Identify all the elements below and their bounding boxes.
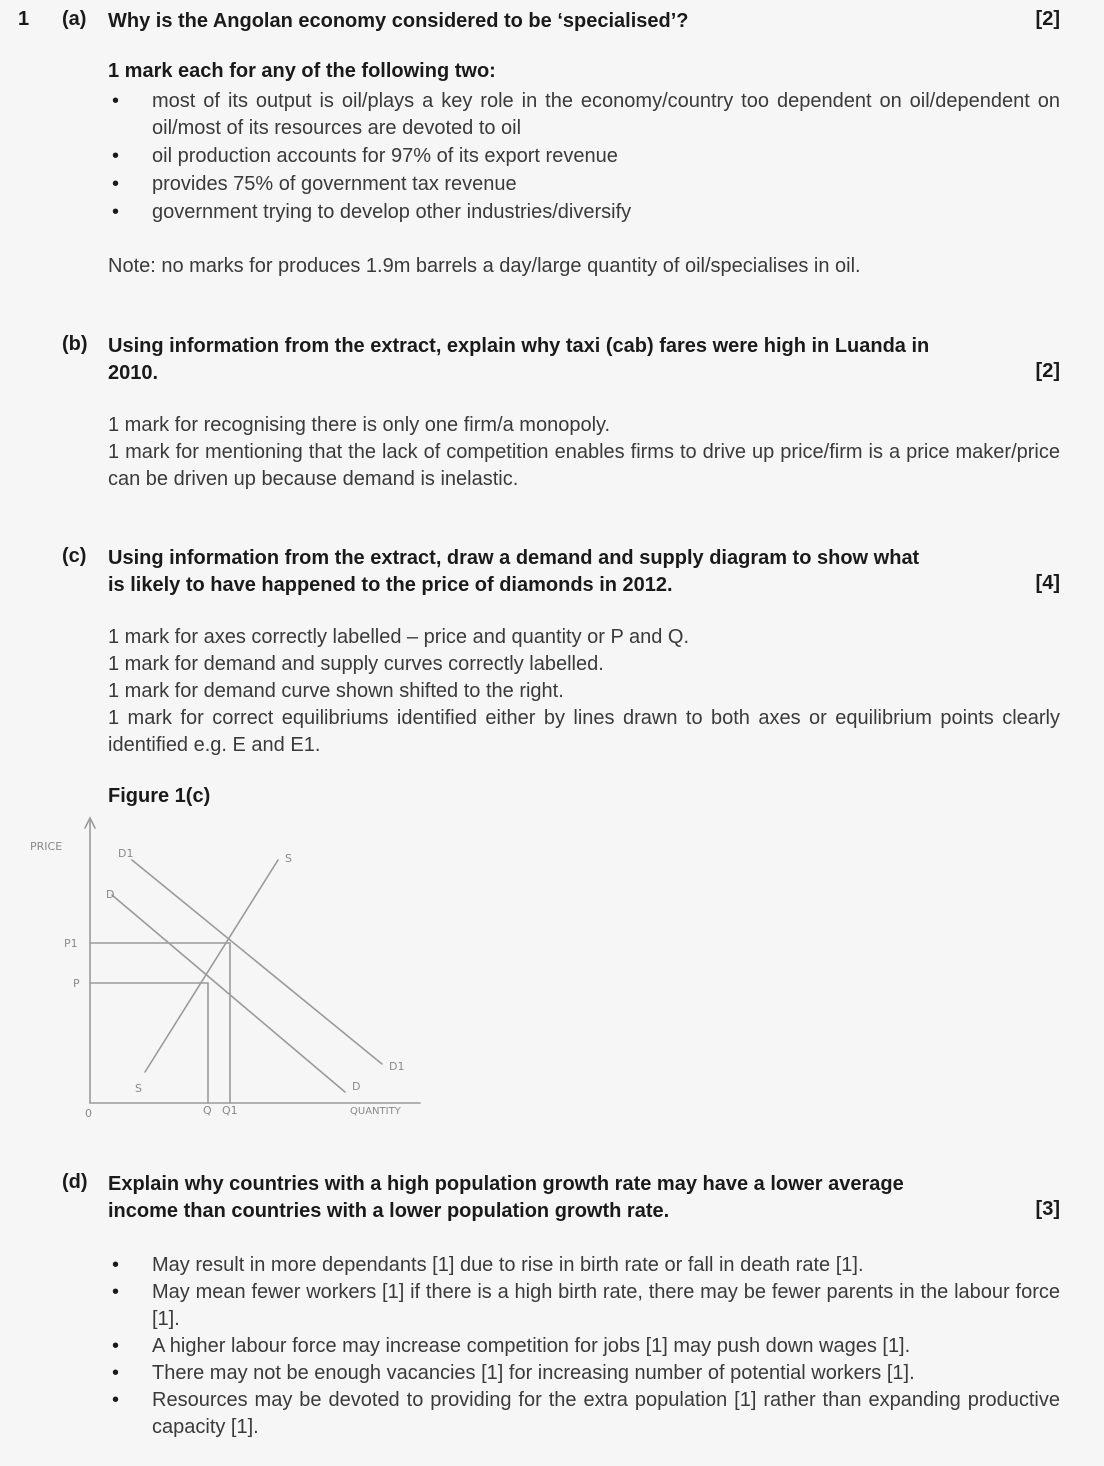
part-c-answer-3: 1 mark for demand curve shown shifted to the right.: [108, 680, 564, 702]
d-top-label: D: [106, 888, 115, 901]
d1-end-label: D1: [389, 1060, 405, 1073]
figure-title: Figure 1(c): [108, 785, 211, 807]
list-item: • May result in more dependants [1] due to rise in birth rate or fall in death rate [1].: [108, 1252, 1060, 1279]
part-c-marks: [4]: [1035, 572, 1060, 594]
part-c-question-line2: is likely to have happened to the price of diamonds in 2012.: [108, 574, 673, 596]
supply-curve: [145, 860, 278, 1072]
part-d-bullet-list: [108, 1252, 1060, 1441]
origin-label: 0: [85, 1107, 92, 1120]
list-item: • provides 75% of government tax revenue: [108, 171, 1060, 198]
part-b-marks: [2]: [1035, 360, 1060, 382]
x-axis-label: QUANTITY: [350, 1106, 401, 1117]
q1-label: Q1: [222, 1104, 238, 1117]
part-b-question-line1: Using information from the extract, explain why taxi (cab) fares were high in Luanda in: [108, 335, 930, 357]
list-item: • government trying to develop other industries/diversify: [108, 199, 1060, 226]
part-d-label: (d): [62, 1171, 88, 1193]
part-a-label: (a): [62, 8, 87, 30]
part-a-heading: 1 mark each for any of the following two:: [108, 60, 496, 82]
list-item: • most of its output is oil/plays a key role in the economy/country too dependent on oil/dependent on oil/most of its resources are devoted to oil: [108, 88, 1060, 142]
question-number: 1: [18, 8, 30, 30]
list-item: • May mean fewer workers [1] if there is a high birth rate, there may be fewer parents in the labour force [1].: [108, 1279, 1060, 1333]
y-axis-label: PRICE: [30, 840, 63, 853]
d1-top-label: D1: [118, 847, 134, 860]
part-a-question: Why is the Angolan economy considered to be ‘specialised’?: [108, 10, 689, 32]
part-b-question-line2: 2010.: [108, 362, 159, 384]
part-c-label: (c): [62, 545, 87, 567]
part-c-answer-4: 1 mark for correct equilibriums identified either by lines drawn to both axes or equilibrium points clearly identified e.g. E and E1.: [108, 707, 1060, 756]
list-item: • oil production accounts for 97% of its export revenue: [108, 143, 1060, 170]
s-bottom-label: S: [135, 1082, 142, 1095]
part-d-question-line1: Explain why countries with a high population growth rate may have a lower average: [108, 1173, 904, 1195]
part-c-answer-1: 1 mark for axes correctly labelled – price and quantity or P and Q.: [108, 626, 690, 648]
part-b-answer-2: 1 mark for mentioning that the lack of competition enables firms to drive up price/firm is a price maker/price can be driven up because demand is inelastic.: [108, 441, 1060, 490]
part-d-marks: [3]: [1035, 1198, 1060, 1220]
demand-curve: [112, 895, 345, 1092]
p-label: P: [73, 977, 80, 990]
part-a-note: Note: no marks for produces 1.9m barrels a day/large quantity of oil/specialises in oil.: [108, 255, 861, 277]
q-label: Q: [203, 1104, 212, 1117]
s-top-label: S: [285, 852, 292, 865]
part-c-question-line1: Using information from the extract, draw a demand and supply diagram to show what: [108, 547, 920, 569]
d-end-label: D: [352, 1080, 361, 1093]
part-a-bullet-list: [108, 88, 1060, 226]
p1-label: P1: [64, 937, 78, 950]
list-item: • Resources may be devoted to providing for the extra population [1] rather than expanding productive capacity [1].: [108, 1387, 1060, 1441]
part-d-question-line2: income than countries with a lower population growth rate.: [108, 1200, 670, 1222]
part-c-answer-2: 1 mark for demand and supply curves correctly labelled.: [108, 653, 604, 675]
part-b-answer-1: 1 mark for recognising there is only one firm/a monopoly.: [108, 414, 611, 436]
list-item: • There may not be enough vacancies [1] for increasing number of potential workers [1].: [108, 1360, 1060, 1387]
supply-demand-figure: [0, 810, 450, 1130]
part-a-marks: [2]: [1035, 8, 1060, 30]
part-b-label: (b): [62, 333, 88, 355]
list-item: • A higher labour force may increase competition for jobs [1] may push down wages [1].: [108, 1333, 1060, 1360]
